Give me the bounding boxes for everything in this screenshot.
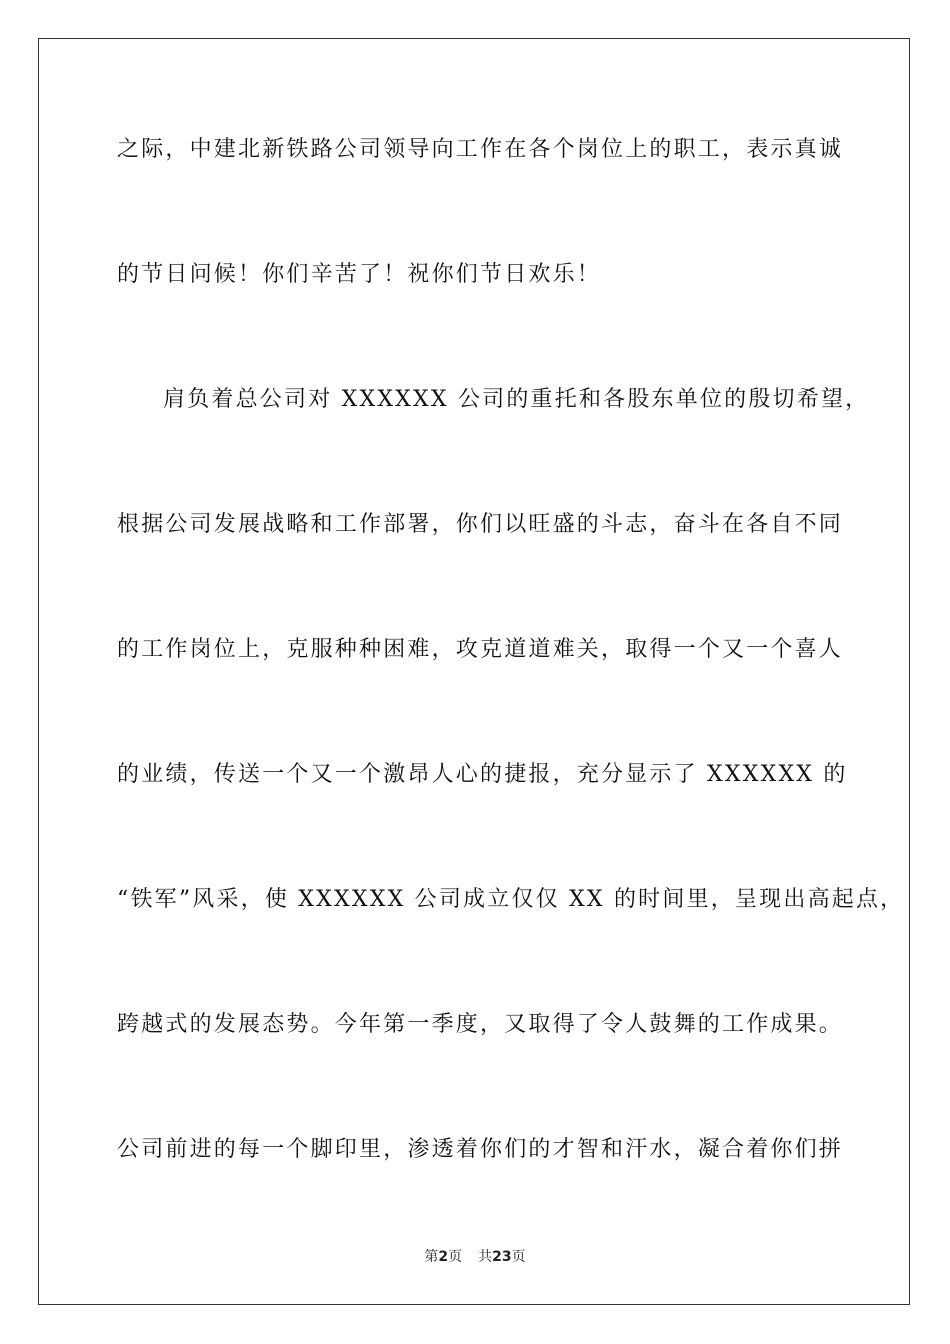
text-line-9: 公司前进的每一个脚印里，渗透着你们的才智和汗水，凝合着你们拼 bbox=[117, 1137, 844, 1162]
page-number: 2 bbox=[438, 1249, 449, 1265]
text-line-6: 的业绩，传送一个又一个激昂人心的捷报，充分显示了 XXXXXX 的 bbox=[117, 762, 848, 787]
page-footer bbox=[0, 1246, 950, 1266]
total-prefix: 共 bbox=[478, 1249, 493, 1265]
text-line-2: 的节日问候！你们辛苦了！祝你们节日欢乐！ bbox=[117, 262, 602, 287]
text-line-7: “铁军”风采，使 XXXXXX 公司成立仅仅 XX 的时间里，呈现出高起点， bbox=[117, 887, 905, 912]
text-line-1: 之际，中建北新铁路公司领导向工作在各个岗位上的职工，表示真诚 bbox=[117, 137, 844, 162]
page-prefix: 第 bbox=[424, 1249, 439, 1265]
total-pages: 23 bbox=[492, 1249, 512, 1265]
text-line-4: 根据公司发展战略和工作部署，你们以旺盛的斗志，奋斗在各自不同 bbox=[117, 512, 844, 537]
page-border bbox=[38, 38, 910, 1305]
page-suffix: 页 bbox=[448, 1249, 463, 1265]
text-line-3: 肩负着总公司对 XXXXXX 公司的重托和各股东单位的殷切希望， bbox=[163, 387, 870, 412]
total-suffix: 页 bbox=[511, 1249, 526, 1265]
text-line-5: 的工作岗位上，克服种种困难，攻克道道难关，取得一个又一个喜人 bbox=[117, 637, 844, 662]
text-line-8: 跨越式的发展态势。今年第一季度，又取得了令人鼓舞的工作成果。 bbox=[117, 1012, 844, 1037]
